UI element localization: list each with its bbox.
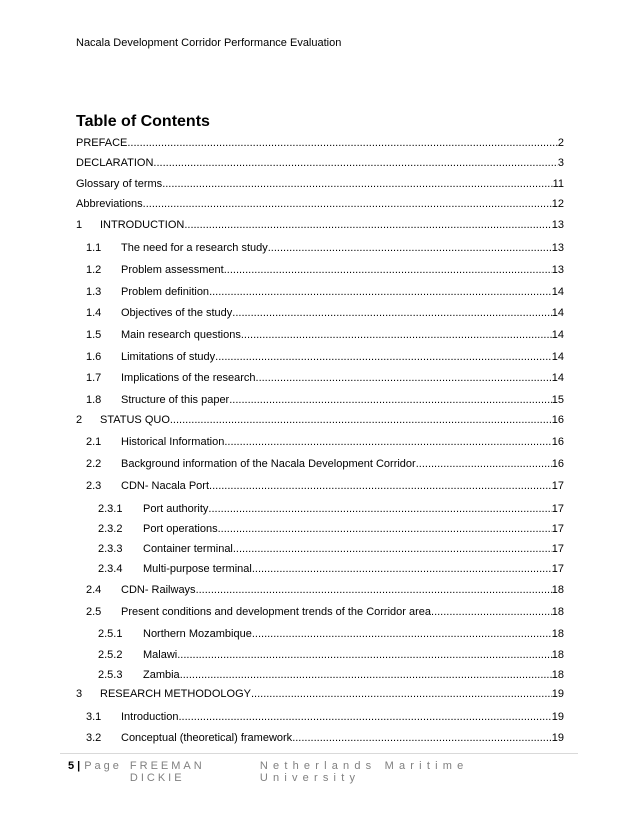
toc-leader-dots xyxy=(416,457,552,471)
toc-entry-title: Glossary of terms xyxy=(76,178,163,190)
toc-entry-page: 18 xyxy=(551,649,564,661)
toc-entry-page: 13 xyxy=(551,219,564,231)
toc-entry-title: Implications of the research xyxy=(121,372,256,384)
toc-entry-title: Main research questions xyxy=(121,329,241,341)
toc-entry[interactable] xyxy=(76,562,564,576)
toc-entry[interactable] xyxy=(76,371,564,385)
toc-entry[interactable] xyxy=(76,435,564,449)
toc-entry[interactable] xyxy=(76,263,564,277)
toc-entry-number: 1.3 xyxy=(86,286,102,298)
toc-entry-page: 18 xyxy=(551,584,564,596)
toc-entry-page: 17 xyxy=(551,523,564,535)
toc-entry-title: Zambia xyxy=(143,669,180,681)
toc-entry-page: 14 xyxy=(551,329,564,341)
toc-leader-dots xyxy=(224,263,552,277)
toc-leader-dots xyxy=(232,306,551,320)
toc-entry-title: Multi-purpose terminal xyxy=(143,563,252,575)
toc-entry-number: 2 xyxy=(76,414,83,426)
toc-leader-dots xyxy=(196,583,552,597)
toc-entry-title: Northern Mozambique xyxy=(143,628,252,640)
toc-entry-page: 16 xyxy=(551,458,564,470)
toc-leader-dots xyxy=(178,710,551,724)
toc-leader-dots xyxy=(209,479,552,493)
toc-entry[interactable] xyxy=(76,177,564,191)
toc-entry-page: 12 xyxy=(551,198,564,210)
toc-entry[interactable] xyxy=(76,457,564,471)
toc-entry-page: 16 xyxy=(551,414,564,426)
toc-leader-dots xyxy=(229,393,552,407)
toc-entry[interactable] xyxy=(76,583,564,597)
toc-entry-page: 19 xyxy=(551,688,564,700)
toc-entry-title: Abbreviations xyxy=(76,198,143,210)
toc-entry-page: 14 xyxy=(551,351,564,363)
toc-entry-number: 1.7 xyxy=(86,372,102,384)
toc-entry[interactable] xyxy=(76,627,564,641)
toc-entry-page: 14 xyxy=(551,286,564,298)
toc-leader-dots xyxy=(162,177,552,191)
toc-entry-page: 13 xyxy=(551,242,564,254)
toc-leader-dots xyxy=(251,687,552,701)
toc-entry[interactable] xyxy=(76,156,564,170)
toc-entry-title: DECLARATION xyxy=(76,157,154,169)
toc-leader-dots xyxy=(170,413,552,427)
toc-entry-title: Problem assessment xyxy=(121,264,224,276)
toc-entry-number: 2.2 xyxy=(86,458,102,470)
toc-entry[interactable] xyxy=(76,502,564,516)
toc-entry-page: 11 xyxy=(552,178,564,190)
toc-entry-page: 19 xyxy=(551,711,564,723)
toc-leader-dots xyxy=(431,605,552,619)
toc-entry-page: 17 xyxy=(551,480,564,492)
toc-entry[interactable] xyxy=(76,479,564,493)
footer-separator: | xyxy=(77,760,81,772)
toc-leader-dots xyxy=(252,627,552,641)
toc-leader-dots xyxy=(127,136,558,150)
toc-leader-dots xyxy=(233,542,552,556)
toc-entry-title: PREFACE xyxy=(76,137,128,149)
toc-entry-page: 14 xyxy=(551,307,564,319)
toc-leader-dots xyxy=(177,648,552,662)
toc-entry-page: 18 xyxy=(551,606,564,618)
toc-entry-number: 3.2 xyxy=(86,732,102,744)
toc-entry-title: Historical Information xyxy=(121,436,225,448)
toc-entry[interactable] xyxy=(76,218,564,232)
toc-entry-page: 19 xyxy=(551,732,564,744)
toc-leader-dots xyxy=(292,731,552,745)
toc-entry-page: 15 xyxy=(551,394,564,406)
toc-entry[interactable] xyxy=(76,648,564,662)
toc-entry[interactable] xyxy=(76,350,564,364)
toc-entry-number: 2.3.1 xyxy=(98,503,123,515)
toc-entry[interactable] xyxy=(76,731,564,745)
running-header: Nacala Development Corridor Performance Evaluation xyxy=(76,37,342,49)
toc-entry[interactable] xyxy=(76,197,564,211)
toc-leader-dots xyxy=(252,562,552,576)
toc-leader-dots xyxy=(224,435,551,449)
toc-entry[interactable] xyxy=(76,241,564,255)
toc-entry-number: 2.5.2 xyxy=(98,649,123,661)
toc-entry[interactable] xyxy=(76,668,564,682)
toc-leader-dots xyxy=(208,502,551,516)
toc-entry-title: Malawi xyxy=(143,649,178,661)
toc-entry[interactable] xyxy=(76,710,564,724)
toc-entry-number: 3.1 xyxy=(86,711,102,723)
toc-entry-number: 1.4 xyxy=(86,307,102,319)
toc-leader-dots xyxy=(153,156,557,170)
toc-leader-dots xyxy=(180,668,552,682)
toc-leader-dots xyxy=(209,285,552,299)
toc-entry-title: Container terminal xyxy=(143,543,233,555)
toc-entry-number: 2.3 xyxy=(86,480,102,492)
toc-leader-dots xyxy=(268,241,552,255)
toc-leader-dots xyxy=(218,522,552,536)
page-number: 5 xyxy=(68,760,75,772)
toc-entry-number: 2.1 xyxy=(86,436,102,448)
toc-entry-page: 17 xyxy=(551,563,564,575)
toc-entry-title: Present conditions and development trends of the Corridor area xyxy=(121,606,432,618)
toc-entry-title: RESEARCH METHODOLOGY xyxy=(100,688,251,700)
page-footer xyxy=(68,760,568,784)
footer-author: FREEMAN DICKIE xyxy=(129,760,205,784)
toc-entry-title: STATUS QUO xyxy=(100,414,170,426)
page-word: Page xyxy=(84,760,122,772)
footer-divider xyxy=(60,753,578,754)
toc-leader-dots xyxy=(241,328,552,342)
toc-entry-number: 2.3.3 xyxy=(98,543,123,555)
toc-entry-title: The need for a research study xyxy=(121,242,268,254)
toc-entry-title: Introduction xyxy=(121,711,179,723)
toc-entry-page: 18 xyxy=(551,669,564,681)
toc-entry[interactable] xyxy=(76,413,564,427)
toc-leader-dots xyxy=(215,350,552,364)
toc-entry[interactable] xyxy=(76,605,564,619)
toc-entry-title: CDN- Railways xyxy=(121,584,196,596)
toc-entry-number: 1.1 xyxy=(86,242,102,254)
toc-entry[interactable] xyxy=(76,687,564,701)
toc-entry-number: 2.5 xyxy=(86,606,102,618)
toc-heading: Table of Contents xyxy=(76,113,210,130)
toc-entry-number: 1.2 xyxy=(86,264,102,276)
toc-entry-page: 13 xyxy=(551,264,564,276)
toc-entry-page: 2 xyxy=(557,137,564,149)
toc-entry-page: 18 xyxy=(551,628,564,640)
toc-entry-title: Problem definition xyxy=(121,286,210,298)
toc-entry-title: Background information of the Nacala Development Corridor xyxy=(121,458,416,470)
toc-entry-number: 1.5 xyxy=(86,329,102,341)
toc-entry-page: 17 xyxy=(551,543,564,555)
toc-entry-title: INTRODUCTION xyxy=(100,219,185,231)
toc-entry-title: Structure of this paper xyxy=(121,394,230,406)
toc-entry-title: Conceptual (theoretical) framework xyxy=(121,732,293,744)
toc-entry-number: 2.3.4 xyxy=(98,563,123,575)
toc-entry[interactable] xyxy=(76,393,564,407)
toc-entry[interactable] xyxy=(76,285,564,299)
toc-entry-number: 2.4 xyxy=(86,584,102,596)
toc-entry-page: 16 xyxy=(551,436,564,448)
toc-entry-title: Port operations xyxy=(143,523,218,535)
toc-entry-title: CDN- Nacala Port xyxy=(121,480,210,492)
toc-leader-dots xyxy=(256,371,552,385)
toc-leader-dots xyxy=(184,218,551,232)
toc-entry[interactable] xyxy=(76,306,564,320)
toc-entry-number: 1.6 xyxy=(86,351,102,363)
toc-entry-title: Objectives of the study xyxy=(121,307,233,319)
toc-entry[interactable] xyxy=(76,328,564,342)
toc-entry-number: 2.5.3 xyxy=(98,669,123,681)
toc-entry-page: 14 xyxy=(551,372,564,384)
toc-entry-number: 3 xyxy=(76,688,83,700)
toc-entry[interactable] xyxy=(76,522,564,536)
toc-entry-number: 1 xyxy=(76,219,83,231)
toc-entry-number: 2.5.1 xyxy=(98,628,123,640)
toc-leader-dots xyxy=(143,197,552,211)
toc-entry-number: 1.8 xyxy=(86,394,102,406)
footer-institution: Netherlands Maritime University xyxy=(259,760,469,784)
toc-entry-page: 3 xyxy=(557,157,564,169)
toc-entry[interactable] xyxy=(76,136,564,150)
toc-entry-title: Port authority xyxy=(143,503,209,515)
toc-entry-title: Limitations of study xyxy=(121,351,216,363)
toc-entry-page: 17 xyxy=(551,503,564,515)
toc-entry[interactable] xyxy=(76,542,564,556)
toc-entry-number: 2.3.2 xyxy=(98,523,123,535)
